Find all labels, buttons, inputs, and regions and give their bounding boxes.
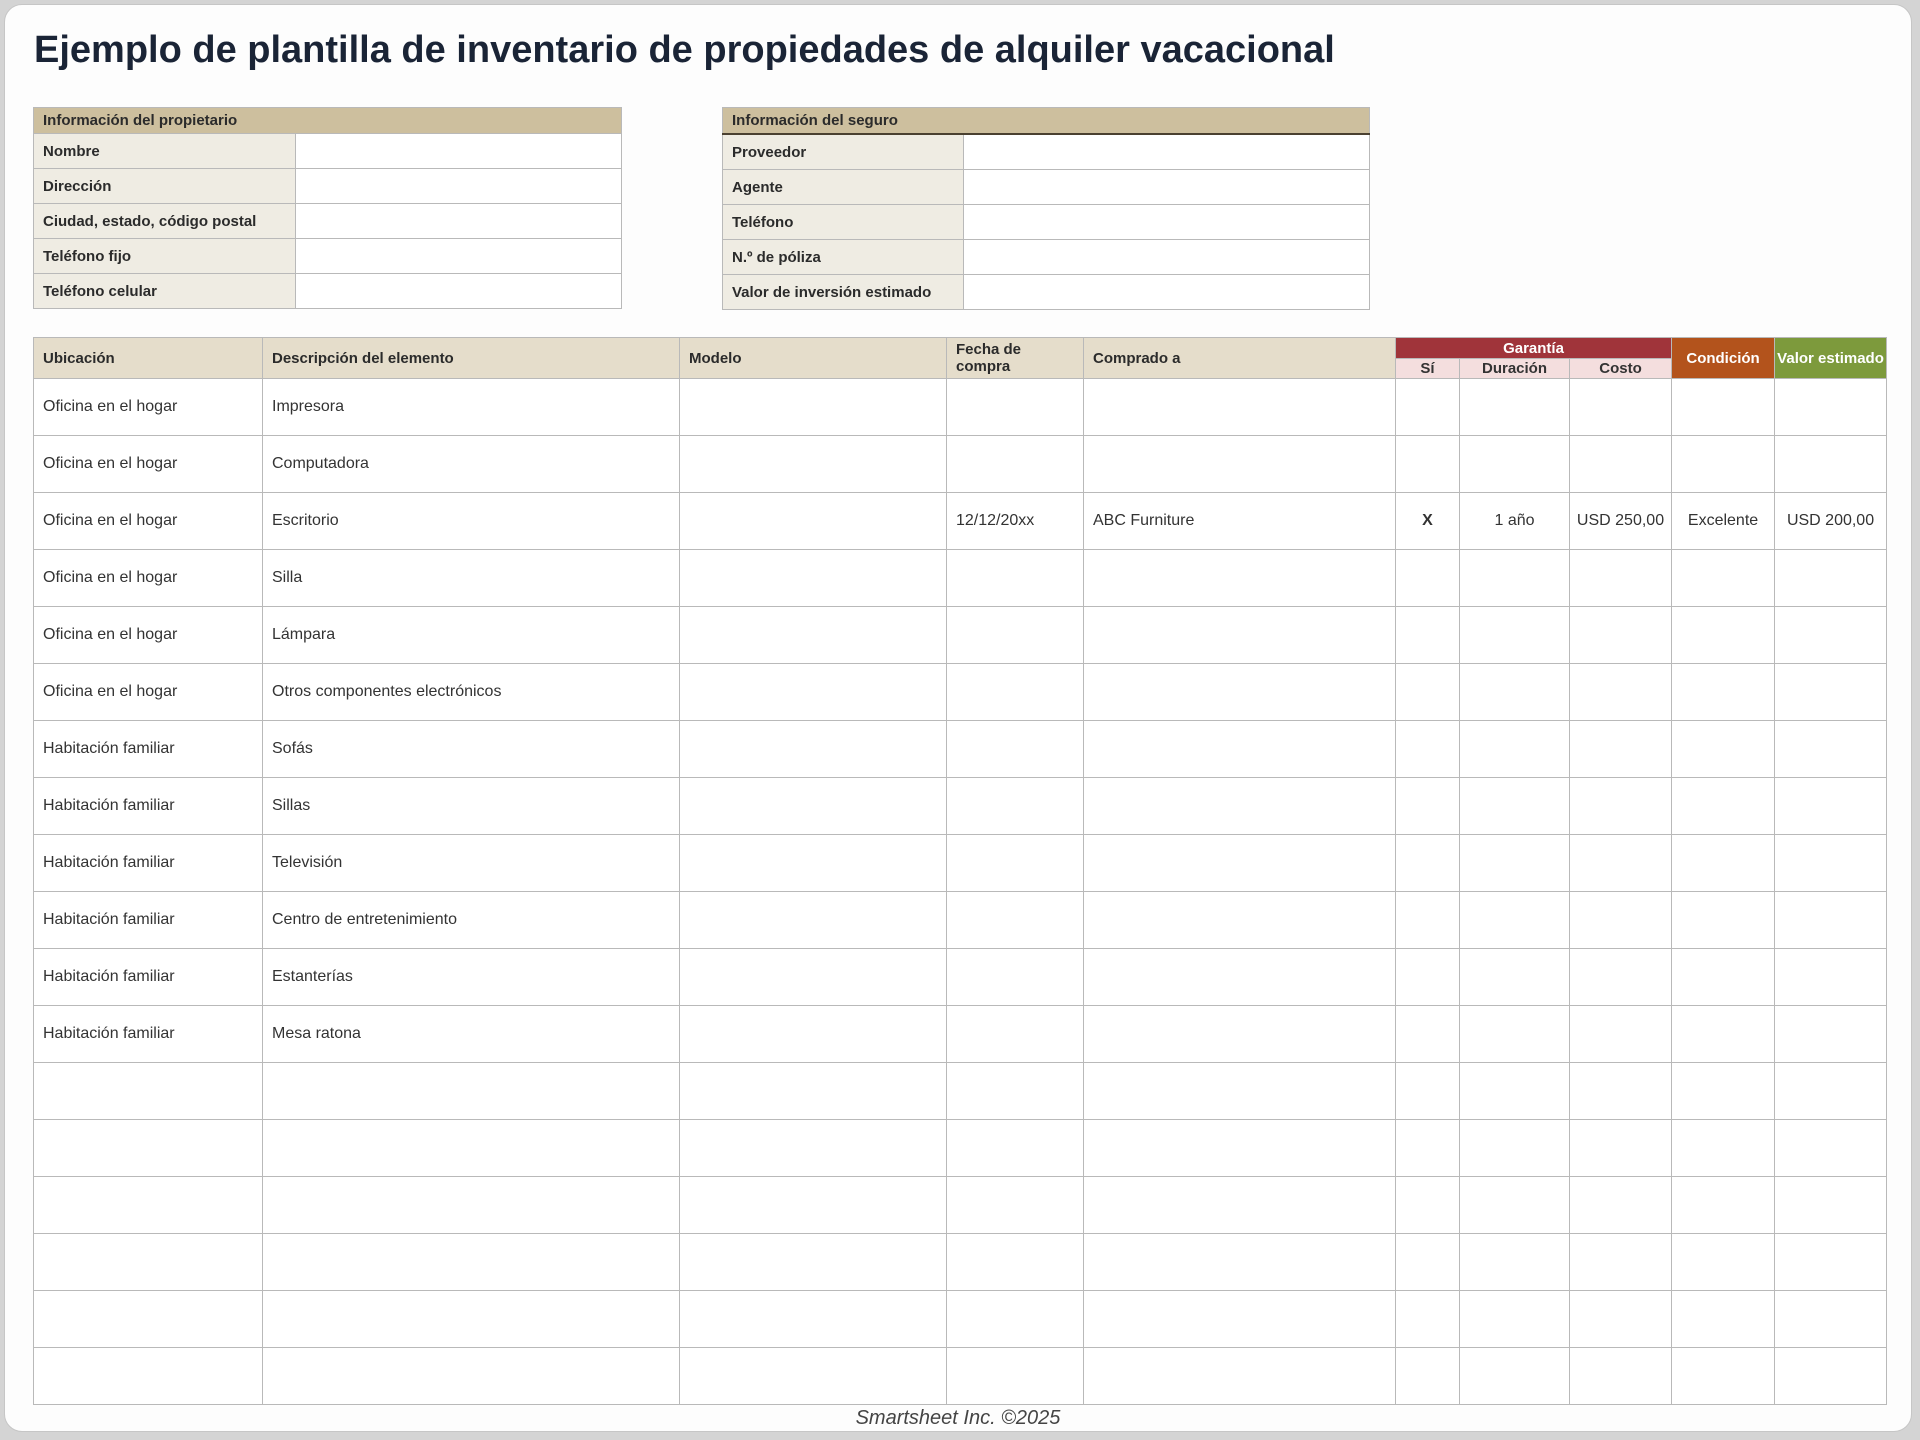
- table-row: [34, 379, 1887, 436]
- col-header-modelo: Modelo: [680, 338, 947, 379]
- table-row: [34, 1120, 1887, 1177]
- table-row: [34, 664, 1887, 721]
- cell-descripcion[interactable]: Sofás: [263, 721, 680, 778]
- insurance-info-value-cell[interactable]: [964, 170, 1370, 205]
- insurance-info-row: [723, 240, 1370, 275]
- insurance-info-label: Teléfono: [723, 205, 964, 240]
- cell-descripcion[interactable]: Sillas: [263, 778, 680, 835]
- cell-garantia-si[interactable]: [1396, 835, 1460, 892]
- owner-info-value-cell[interactable]: [296, 204, 622, 239]
- cell-modelo[interactable]: [680, 778, 947, 835]
- cell-garantia-si[interactable]: [1396, 1348, 1460, 1405]
- cell-valor[interactable]: [1775, 778, 1887, 835]
- cell-garantia-si[interactable]: [1396, 778, 1460, 835]
- cell-comprado[interactable]: [1084, 1348, 1396, 1405]
- cell-garantia-duracion[interactable]: [1460, 1234, 1570, 1291]
- cell-garantia-duracion[interactable]: [1460, 550, 1570, 607]
- cell-comprado[interactable]: [1084, 949, 1396, 1006]
- owner-info-header: Información del propietario: [34, 108, 622, 134]
- owner-info-label: Ciudad, estado, código postal: [34, 204, 296, 239]
- cell-modelo[interactable]: [680, 1234, 947, 1291]
- table-row: [34, 721, 1887, 778]
- cell-garantia-duracion[interactable]: [1460, 892, 1570, 949]
- cell-fecha[interactable]: [947, 778, 1084, 835]
- cell-ubicacion[interactable]: Oficina en el hogar: [34, 607, 263, 664]
- cell-condicion[interactable]: [1672, 892, 1775, 949]
- cell-fecha[interactable]: [947, 1063, 1084, 1120]
- cell-condicion[interactable]: [1672, 1063, 1775, 1120]
- cell-modelo[interactable]: [680, 664, 947, 721]
- cell-condicion[interactable]: [1672, 1234, 1775, 1291]
- cell-condicion[interactable]: Excelente: [1672, 493, 1775, 550]
- owner-info-row: [34, 134, 622, 169]
- cell-comprado[interactable]: [1084, 607, 1396, 664]
- cell-modelo[interactable]: [680, 892, 947, 949]
- table-row: [34, 1291, 1887, 1348]
- cell-fecha[interactable]: [947, 1348, 1084, 1405]
- cell-descripcion[interactable]: Impresora: [263, 379, 680, 436]
- insurance-info-row: [723, 170, 1370, 205]
- cell-garantia-costo[interactable]: [1570, 721, 1672, 778]
- cell-garantia-costo[interactable]: [1570, 436, 1672, 493]
- cell-modelo[interactable]: [680, 1291, 947, 1348]
- cell-ubicacion[interactable]: Habitación familiar: [34, 778, 263, 835]
- cell-condicion[interactable]: [1672, 1291, 1775, 1348]
- cell-comprado[interactable]: [1084, 1063, 1396, 1120]
- cell-valor[interactable]: [1775, 1234, 1887, 1291]
- cell-garantia-si[interactable]: [1396, 1120, 1460, 1177]
- insurance-info-row: [723, 275, 1370, 310]
- cell-ubicacion[interactable]: Habitación familiar: [34, 949, 263, 1006]
- cell-valor[interactable]: [1775, 550, 1887, 607]
- cell-modelo[interactable]: [680, 949, 947, 1006]
- col-header-valor: Valor estimado: [1775, 338, 1887, 379]
- cell-ubicacion[interactable]: Oficina en el hogar: [34, 550, 263, 607]
- owner-info-value-cell[interactable]: [296, 169, 622, 204]
- cell-fecha[interactable]: [947, 1291, 1084, 1348]
- cell-fecha[interactable]: [947, 721, 1084, 778]
- cell-valor[interactable]: [1775, 379, 1887, 436]
- cell-ubicacion[interactable]: [34, 1234, 263, 1291]
- cell-ubicacion[interactable]: Oficina en el hogar: [34, 379, 263, 436]
- cell-fecha[interactable]: [947, 835, 1084, 892]
- cell-comprado[interactable]: [1084, 1120, 1396, 1177]
- cell-condicion[interactable]: [1672, 607, 1775, 664]
- owner-info-row: [34, 239, 622, 274]
- cell-garantia-duracion[interactable]: [1460, 835, 1570, 892]
- col-header-duracion: Duración: [1460, 359, 1570, 379]
- cell-garantia-costo[interactable]: [1570, 1120, 1672, 1177]
- cell-garantia-duracion[interactable]: [1460, 721, 1570, 778]
- cell-fecha[interactable]: [947, 1120, 1084, 1177]
- table-row: [34, 607, 1887, 664]
- cell-condicion[interactable]: [1672, 1120, 1775, 1177]
- cell-valor[interactable]: [1775, 1291, 1887, 1348]
- cell-modelo[interactable]: [680, 379, 947, 436]
- cell-descripcion[interactable]: [263, 1063, 680, 1120]
- cell-garantia-duracion[interactable]: [1460, 1006, 1570, 1063]
- cell-comprado[interactable]: [1084, 778, 1396, 835]
- cell-descripcion[interactable]: [263, 1177, 680, 1234]
- cell-garantia-duracion[interactable]: 1 año: [1460, 493, 1570, 550]
- cell-valor[interactable]: [1775, 1348, 1887, 1405]
- table-row: [34, 550, 1887, 607]
- cell-fecha[interactable]: [947, 664, 1084, 721]
- cell-condicion[interactable]: [1672, 550, 1775, 607]
- table-row: [34, 493, 1887, 550]
- cell-ubicacion[interactable]: Habitación familiar: [34, 1006, 263, 1063]
- cell-garantia-costo[interactable]: [1570, 949, 1672, 1006]
- table-row: [34, 1177, 1887, 1234]
- cell-fecha[interactable]: [947, 436, 1084, 493]
- cell-garantia-si[interactable]: [1396, 664, 1460, 721]
- cell-comprado[interactable]: [1084, 892, 1396, 949]
- cell-valor[interactable]: USD 200,00: [1775, 493, 1887, 550]
- cell-modelo[interactable]: [680, 493, 947, 550]
- page-title: Ejemplo de plantilla de inventario de propiedades de alquiler vacacional: [34, 29, 1335, 71]
- cell-condicion[interactable]: [1672, 436, 1775, 493]
- cell-ubicacion[interactable]: [34, 1120, 263, 1177]
- cell-garantia-costo[interactable]: [1570, 1348, 1672, 1405]
- cell-garantia-si[interactable]: [1396, 1177, 1460, 1234]
- cell-fecha[interactable]: [947, 1177, 1084, 1234]
- footer-copyright: Smartsheet Inc. ©2025: [855, 1407, 1061, 1429]
- cell-modelo[interactable]: [680, 1006, 947, 1063]
- cell-garantia-duracion[interactable]: [1460, 949, 1570, 1006]
- cell-modelo[interactable]: [680, 1348, 947, 1405]
- cell-garantia-costo[interactable]: [1570, 778, 1672, 835]
- cell-garantia-si[interactable]: [1396, 1063, 1460, 1120]
- cell-garantia-duracion[interactable]: [1460, 1063, 1570, 1120]
- table-row: [34, 436, 1887, 493]
- cell-garantia-si[interactable]: [1396, 550, 1460, 607]
- cell-garantia-si[interactable]: [1396, 949, 1460, 1006]
- owner-info-label: Nombre: [34, 134, 296, 169]
- cell-ubicacion[interactable]: Habitación familiar: [34, 835, 263, 892]
- cell-fecha[interactable]: [947, 379, 1084, 436]
- cell-fecha[interactable]: [947, 1006, 1084, 1063]
- cell-comprado[interactable]: [1084, 550, 1396, 607]
- cell-garantia-si[interactable]: [1396, 721, 1460, 778]
- cell-garantia-si[interactable]: [1396, 1006, 1460, 1063]
- table-row: [34, 1348, 1887, 1405]
- cell-garantia-costo[interactable]: [1570, 1006, 1672, 1063]
- cell-condicion[interactable]: [1672, 778, 1775, 835]
- cell-descripcion[interactable]: [263, 1120, 680, 1177]
- cell-comprado[interactable]: [1084, 721, 1396, 778]
- insurance-info-label: Valor de inversión estimado: [723, 275, 964, 310]
- cell-modelo[interactable]: [680, 1063, 947, 1120]
- insurance-info-value-cell[interactable]: [964, 205, 1370, 240]
- cell-ubicacion[interactable]: Habitación familiar: [34, 892, 263, 949]
- col-header-comprado: Comprado a: [1084, 338, 1396, 379]
- table-row: [34, 1063, 1887, 1120]
- owner-info-label: Teléfono celular: [34, 274, 296, 309]
- owner-info-row: [34, 169, 622, 204]
- insurance-info-row: [723, 205, 1370, 240]
- cell-comprado[interactable]: [1084, 1234, 1396, 1291]
- cell-comprado[interactable]: [1084, 1006, 1396, 1063]
- col-header-condicion: Condición: [1672, 338, 1775, 379]
- page: [4, 4, 1912, 1432]
- cell-valor[interactable]: [1775, 892, 1887, 949]
- owner-info-value-cell[interactable]: [296, 134, 622, 169]
- col-header-descripcion: Descripción del elemento: [263, 338, 680, 379]
- cell-valor[interactable]: [1775, 436, 1887, 493]
- cell-garantia-si[interactable]: [1396, 436, 1460, 493]
- cell-comprado[interactable]: ABC Furniture: [1084, 493, 1396, 550]
- insurance-info-value-cell[interactable]: [964, 275, 1370, 310]
- owner-info-row: [34, 204, 622, 239]
- insurance-info-table: [722, 107, 1370, 310]
- cell-garantia-duracion[interactable]: [1460, 436, 1570, 493]
- cell-garantia-si[interactable]: X: [1396, 493, 1460, 550]
- cell-garantia-costo[interactable]: [1570, 664, 1672, 721]
- cell-descripcion[interactable]: [263, 1291, 680, 1348]
- cell-garantia-si[interactable]: [1396, 892, 1460, 949]
- cell-ubicacion[interactable]: [34, 1063, 263, 1120]
- insurance-info-row: [723, 134, 1370, 170]
- cell-descripcion[interactable]: Escritorio: [263, 493, 680, 550]
- cell-modelo[interactable]: [680, 436, 947, 493]
- cell-modelo[interactable]: [680, 1177, 947, 1234]
- owner-info-value-cell[interactable]: [296, 274, 622, 309]
- cell-descripcion[interactable]: Silla: [263, 550, 680, 607]
- cell-valor[interactable]: [1775, 1063, 1887, 1120]
- cell-garantia-duracion[interactable]: [1460, 1348, 1570, 1405]
- col-header-garantia: Garantía: [1396, 338, 1672, 359]
- table-row: [34, 1234, 1887, 1291]
- owner-info-label: Teléfono fijo: [34, 239, 296, 274]
- cell-descripcion[interactable]: Estanterías: [263, 949, 680, 1006]
- cell-garantia-si[interactable]: [1396, 1234, 1460, 1291]
- cell-condicion[interactable]: [1672, 1348, 1775, 1405]
- owner-info-row: [34, 274, 622, 309]
- cell-garantia-duracion[interactable]: [1460, 607, 1570, 664]
- cell-fecha[interactable]: [947, 892, 1084, 949]
- cell-comprado[interactable]: [1084, 379, 1396, 436]
- cell-garantia-costo[interactable]: [1570, 550, 1672, 607]
- insurance-info-value-cell[interactable]: [964, 134, 1370, 170]
- cell-garantia-costo[interactable]: [1570, 379, 1672, 436]
- cell-descripcion[interactable]: Computadora: [263, 436, 680, 493]
- cell-comprado[interactable]: [1084, 1177, 1396, 1234]
- cell-ubicacion[interactable]: Oficina en el hogar: [34, 664, 263, 721]
- col-header-fecha: Fecha de compra: [947, 338, 1084, 379]
- cell-garantia-duracion[interactable]: [1460, 778, 1570, 835]
- cell-valor[interactable]: [1775, 607, 1887, 664]
- cell-fecha[interactable]: [947, 1234, 1084, 1291]
- cell-condicion[interactable]: [1672, 664, 1775, 721]
- cell-comprado[interactable]: [1084, 436, 1396, 493]
- owner-info-value-cell[interactable]: [296, 239, 622, 274]
- cell-valor[interactable]: [1775, 1177, 1887, 1234]
- cell-comprado[interactable]: [1084, 835, 1396, 892]
- inventory-table: [33, 337, 1887, 1405]
- cell-ubicacion[interactable]: Habitación familiar: [34, 721, 263, 778]
- cell-modelo[interactable]: [680, 550, 947, 607]
- cell-modelo[interactable]: [680, 1120, 947, 1177]
- col-header-costo: Costo: [1570, 359, 1672, 379]
- cell-descripcion[interactable]: Lámpara: [263, 607, 680, 664]
- cell-garantia-duracion[interactable]: [1460, 1291, 1570, 1348]
- cell-comprado[interactable]: [1084, 664, 1396, 721]
- cell-garantia-costo[interactable]: [1570, 1234, 1672, 1291]
- cell-modelo[interactable]: [680, 721, 947, 778]
- cell-fecha[interactable]: [947, 607, 1084, 664]
- cell-descripcion[interactable]: Otros componentes electrónicos: [263, 664, 680, 721]
- cell-valor[interactable]: [1775, 1120, 1887, 1177]
- cell-garantia-duracion[interactable]: [1460, 379, 1570, 436]
- owner-info-label: Dirección: [34, 169, 296, 204]
- insurance-info-value-cell[interactable]: [964, 240, 1370, 275]
- cell-garantia-duracion[interactable]: [1460, 664, 1570, 721]
- cell-garantia-duracion[interactable]: [1460, 1120, 1570, 1177]
- col-header-ubicacion: Ubicación: [34, 338, 263, 379]
- cell-garantia-costo[interactable]: [1570, 835, 1672, 892]
- cell-fecha[interactable]: [947, 550, 1084, 607]
- cell-ubicacion[interactable]: [34, 1348, 263, 1405]
- cell-garantia-costo[interactable]: [1570, 892, 1672, 949]
- cell-garantia-si[interactable]: [1396, 607, 1460, 664]
- table-row: [34, 949, 1887, 1006]
- cell-garantia-si[interactable]: [1396, 1291, 1460, 1348]
- cell-condicion[interactable]: [1672, 379, 1775, 436]
- cell-ubicacion[interactable]: [34, 1177, 263, 1234]
- cell-valor[interactable]: [1775, 1006, 1887, 1063]
- insurance-info-header: Información del seguro: [723, 108, 1370, 135]
- table-row: [34, 778, 1887, 835]
- cell-condicion[interactable]: [1672, 1006, 1775, 1063]
- cell-fecha[interactable]: 12/12/20xx: [947, 493, 1084, 550]
- cell-ubicacion[interactable]: Oficina en el hogar: [34, 493, 263, 550]
- cell-valor[interactable]: [1775, 721, 1887, 778]
- cell-modelo[interactable]: [680, 607, 947, 664]
- cell-garantia-si[interactable]: [1396, 379, 1460, 436]
- cell-valor[interactable]: [1775, 664, 1887, 721]
- owner-info-table: [33, 107, 622, 309]
- cell-descripcion[interactable]: Televisión: [263, 835, 680, 892]
- insurance-info-label: N.º de póliza: [723, 240, 964, 275]
- insurance-info-label: Proveedor: [723, 134, 964, 170]
- cell-modelo[interactable]: [680, 835, 947, 892]
- cell-condicion[interactable]: [1672, 949, 1775, 1006]
- cell-garantia-duracion[interactable]: [1460, 1177, 1570, 1234]
- cell-condicion[interactable]: [1672, 721, 1775, 778]
- cell-condicion[interactable]: [1672, 1177, 1775, 1234]
- cell-descripcion[interactable]: Mesa ratona: [263, 1006, 680, 1063]
- cell-comprado[interactable]: [1084, 1291, 1396, 1348]
- cell-descripcion[interactable]: [263, 1348, 680, 1405]
- cell-ubicacion[interactable]: [34, 1291, 263, 1348]
- cell-descripcion[interactable]: [263, 1234, 680, 1291]
- cell-descripcion[interactable]: Centro de entretenimiento: [263, 892, 680, 949]
- col-header-si: Sí: [1396, 359, 1460, 379]
- cell-valor[interactable]: [1775, 949, 1887, 1006]
- table-row: [34, 835, 1887, 892]
- cell-garantia-costo[interactable]: [1570, 1177, 1672, 1234]
- cell-fecha[interactable]: [947, 949, 1084, 1006]
- insurance-info-label: Agente: [723, 170, 964, 205]
- table-row: [34, 1006, 1887, 1063]
- cell-valor[interactable]: [1775, 835, 1887, 892]
- cell-garantia-costo[interactable]: USD 250,00: [1570, 493, 1672, 550]
- cell-condicion[interactable]: [1672, 835, 1775, 892]
- table-row: [34, 892, 1887, 949]
- cell-garantia-costo[interactable]: [1570, 1291, 1672, 1348]
- cell-garantia-costo[interactable]: [1570, 607, 1672, 664]
- cell-garantia-costo[interactable]: [1570, 1063, 1672, 1120]
- cell-ubicacion[interactable]: Oficina en el hogar: [34, 436, 263, 493]
